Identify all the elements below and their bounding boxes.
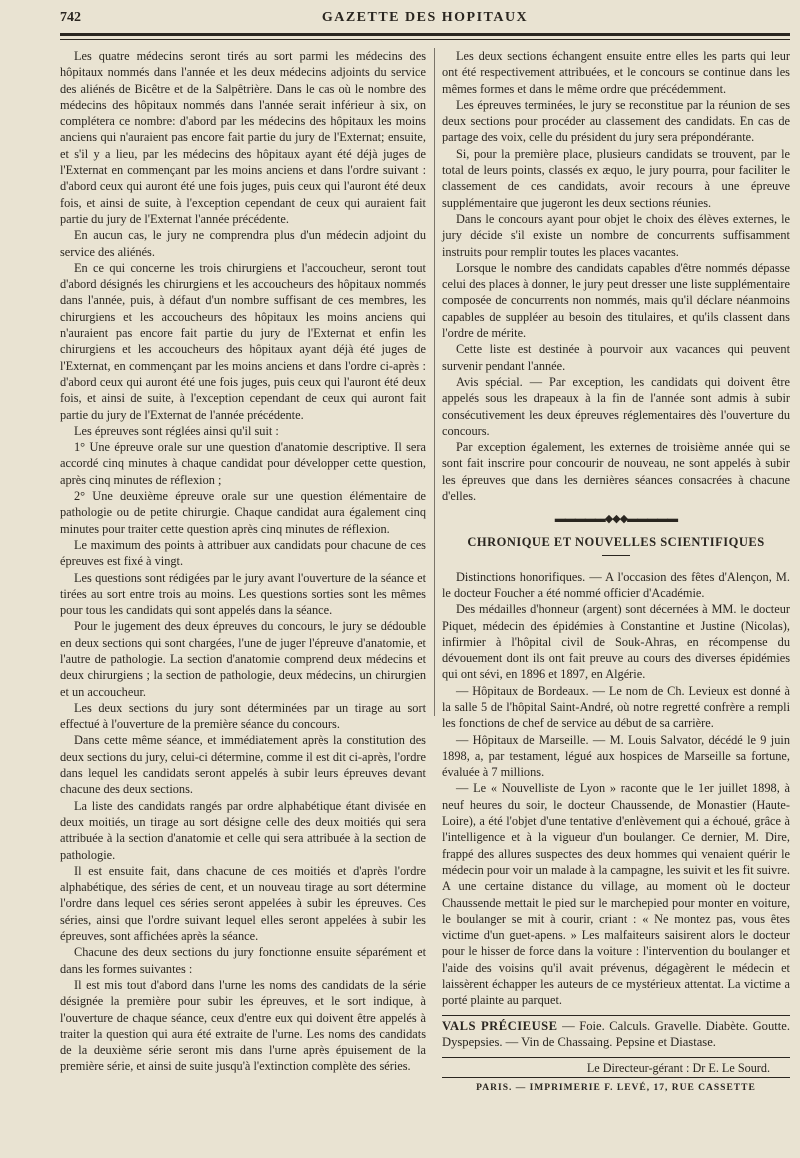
left-column	[60, 48, 426, 1075]
advert-brand: VALS PRÉCIEUSE	[442, 1018, 558, 1033]
footer-rule-2	[442, 1077, 790, 1078]
paragraph: — Hôpitaux de Marseille. — M. Louis Salvator, décédé le 9 juin 1898, a, par testament, légué aux hospices de Marseille sa fortune, évaluée à 7 millions.	[442, 732, 790, 780]
column-divider	[434, 48, 435, 716]
printer-imprint: PARIS. — IMPRIMERIE F. LEVÉ, 17, RUE CASSETTE	[476, 1082, 756, 1093]
footer-rule	[442, 1057, 790, 1058]
paragraph: — Le « Nouvelliste de Lyon » raconte que le 1er juillet 1898, à neuf heures du soir, le docteur Chaussende, de Monastier (Haute-Loire), a été l'objet d'une tentative d'enlèvement qui a échoué, grâce à l'intelligence et à la vigueur d'un boulanger. Ce dernier, M. Dire, frappé des allures suspectes des deux hommes qui venaient quérir le médecin pour voir un malade à la campagne, les suivit et les fit suivre. A une certaine distance du village, au moment où le docteur Chaussende mettait le pied sur le marchepied pour monter en voiture, le boulanger se mit à courir, criant : « Ne montez pas, vous êtes victime d'un guet-apens. » Les malfaiteurs saisirent alors le docteur pour le hisser de force dans la voiture : l'intervention du boulanger et l'aide des voisins qu'il avait prévenus, dégagèrent le médecin et laissèrent échapper les auteurs de ce mystérieux attentat. La victime a porté plainte au parquet.	[442, 781, 790, 1008]
paragraph: Dans cette même séance, et immédiatement après la constitution des deux sections du jury, celui-ci détermine, comme il est dit ci-après, l'ordre dans lequel les candidats seront appelés à subir leurs épreuves devant chacune des deux sections.	[60, 733, 426, 797]
paragraph: Chacune des deux sections du jury fonctionne ensuite séparément et dans les formes suivantes :	[60, 945, 426, 976]
paragraph: Les deux sections du jury sont déterminées par un tirage au sort effectué à l'ouverture de la première séance du concours.	[60, 700, 426, 732]
paragraph: Il est ensuite fait, dans chacune de ces moitiés et d'après l'ordre alphabétique, des séries de cent, et un nouveau tirage au sort détermine l'ordre dans lequel ces séries seront appelées à subir les épreuves. Ces séries, ainsi que l'ordre suivant lequel elles seront appelées à subir les épreuves, sont affichées après la séance.	[60, 863, 426, 944]
header-rule-thick	[60, 33, 790, 36]
page-header	[60, 8, 790, 30]
paragraph: Des médailles d'honneur (argent) sont décernées à MM. le docteur Piquet, médecin des épidémies à Constantine et Justine (Nicolas), infirmier à l'hôpital civil de Souk-Ahras, en récompense du dévouement dont ils ont fait preuve au cours des diverses épidémies qui ont sévi, en 1896 et 1897, en Algérie.	[442, 602, 790, 682]
advert-rule	[442, 1015, 790, 1016]
paragraph: Si, pour la première place, plusieurs candidats se trouvent, par le total de leurs points, classés ex æquo, le jury pourra, pour faciliter le classement de ces candidats, avoir recours à une épreuve supplémentaire que jugeront les deux sections réunies.	[442, 146, 790, 210]
page-number: 742	[60, 10, 81, 25]
advert	[442, 1018, 790, 1051]
paragraph: Lorsque le nombre des candidats capables d'être nommés dépasse celui des places à donner, le jury peut dresser une liste supplémentaire composée de concurrents non nommés, mais qu'il déclare néanmoins capables de suppléer au besoin des titulaires, et qu'ils classent dans l'ordre de mérite.	[442, 260, 790, 341]
right-column	[442, 48, 790, 1096]
chronicle-title: CHRONIQUE ET NOUVELLES SCIENTIFIQUES	[467, 535, 765, 550]
paragraph: Distinctions honorifiques. — A l'occasion des fêtes d'Alençon, M. le docteur Foucher a été nommé officier d'Académie.	[442, 569, 790, 600]
paragraph: Par exception également, les externes de troisième année qui se sont fait inscrire pour concourir de nouveau, ne sont appelés à subir les épreuves que dans les dernières séances consacrées à chacune d'elles.	[442, 440, 790, 504]
journal-title: GAZETTE DES HOPITAUX	[321, 10, 529, 25]
paragraph: — Hôpitaux de Bordeaux. — Le nom de Ch. Levieux est donné à la salle 5 de l'hôpital Saint-André, où notre regretté confrère a rempli les fonctions de chef de service au début de sa carrière.	[442, 683, 790, 731]
paragraph: Il est mis tout d'abord dans l'urne les noms des candidats de la série désignée la première pour subir les épreuves, et le sort indique, à l'ouverture de chaque séance, ceux d'entre eux qui doivent être appelés à traiter la question qui aura été extraite de l'urne. Les noms des candidats de la deuxième série seront mis dans l'urne après épuisement de la première série, et ainsi de suite jusqu'à l'extinction complète des séries.	[60, 977, 426, 1074]
paragraph: Les épreuves terminées, le jury se reconstitue par la réunion de ses deux sections pour procéder au classement des candidats. En cas de partage des voix, celle du président du jury sera prépondérante.	[442, 97, 790, 145]
paragraph: La liste des candidats rangés par ordre alphabétique étant divisée en deux moitiés, un tirage au sort désigne celle des deux moitiés qui sera attribuée à la section d'anatomie et celle qui sera attribuée à la section de pathologie.	[60, 798, 426, 862]
paragraph: 2° Une deuxième épreuve orale sur une question élémentaire de pathologie ou de petite chirurgie. Chaque candidat aura également cinq minutes pour traiter cette question après cinq minutes de réflexion.	[60, 489, 426, 536]
header-rule-thin	[60, 39, 790, 40]
director-signature: Le Directeur-gérant : Dr E. Le Sourd.	[586, 1060, 770, 1075]
paragraph: En ce qui concerne les trois chirurgiens et l'accoucheur, seront tout d'abord désignés les chirurgiens et les accoucheurs des hôpitaux nommés dans l'année, puis, à défaut d'un nombre suffisant de ces membres, les chirurgiens et les accoucheurs des hôpitaux les moins anciens qui n'auraient pas encore fait partie du jury de l'Externat et enfin les chirurgiens et les accoucheurs des hôpitaux ayant déjà été juges de l'Externat, en commençant par les moins anciens et dans l'ordre ci-après : d'abord ceux qui auront été une fois juges, puis ceux qui l'auront été deux fois, et ainsi de suite, à l'exception cependant de ceux qui auront fait partie du jury de l'Externat de l'année précédente.	[60, 260, 426, 422]
paragraph: Cette liste est destinée à pourvoir aux vacances qui peuvent survenir pendant l'année.	[442, 342, 790, 373]
paragraph: Les deux sections échangent ensuite entre elles les parts qui leur ont été respectivement attribuées, et le concours se continue dans les mêmes formes et dans le même ordre que précédemment.	[442, 49, 790, 96]
advert-text: — Foie. Calculs. Gravelle. Diabète. Goutte. Dyspepsies. — Vin de Chassaing. Pepsine et Diastase.	[442, 1018, 791, 1050]
paragraph: Les quatre médecins seront tirés au sort parmi les médecins des hôpitaux nommés dans l'année et les deux médecins adjoints du service des aliénés de Bicêtre et de la Salpêtrière. Dans le cas où le nombre des médecins des hôpitaux nommés dans l'année serait inférieur à six, on complétera ce nombre: d'abord par les médecins des hôpitaux les moins anciens qui n'auraient pas encore fait partie du jury de l'Externat; ensuite, et s'il y a lieu, par les médecins des hôpitaux ayant été déjà juges de l'Externat en commençant par les moins anciens et dans l'ordre suivant : d'abord ceux qui auront été une fois juges, puis ceux qui l'auront été deux fois, et ainsi de suite, à l'exception cependant de ceux qui auraient fait partie du jury de l'Externat l'année précédente.	[60, 49, 426, 226]
paragraph: Avis spécial. — Par exception, les candidats qui doivent être appelés sous les drapeaux à la fin de l'année sont admis à subir consécutivement les deux épreuves réglementaires dès l'ouverture du concours.	[442, 374, 790, 438]
paragraph: Les questions sont rédigées par le jury avant l'ouverture de la séance et tirées au sort entre trois au moins. Les questions sorties sont les mêmes pour tous les candidats qui sont appelés dans la séance.	[60, 570, 426, 618]
paragraph: Pour le jugement des deux épreuves du concours, le jury se dédouble en deux sections qui sont chargées, l'une de juger l'épreuve d'anatomie, et l'autre de pathologie. La section d'anatomie comprend deux médecins et deux chirurgiens ; la section de pathologie, deux médecins, un chirurgien et un accoucheur.	[60, 619, 426, 699]
section-rule	[602, 555, 630, 556]
paragraph: Les épreuves sont réglées ainsi qu'il suit :	[74, 423, 279, 438]
paragraph: Dans le concours ayant pour objet le choix des élèves externes, le jury décide s'il existe un nombre de concurrents suffisamment instruits pour remplir toutes les places vacantes.	[442, 211, 790, 259]
paragraph: En aucun cas, le jury ne comprendra plus d'un médecin adjoint du service des aliénés.	[60, 228, 426, 259]
paragraph: 1° Une épreuve orale sur une question d'anatomie descriptive. Il sera accordé cinq minutes à chaque candidat pour développer cette question, après cinq minutes de réflexion ;	[60, 440, 426, 487]
section-ornament: ▬▬▬▬▬◆◆◆▬▬▬▬▬	[554, 513, 678, 526]
paragraph: Le maximum des points à attribuer aux candidats pour chacune de ces épreuves est fixé à vingt.	[60, 537, 426, 569]
